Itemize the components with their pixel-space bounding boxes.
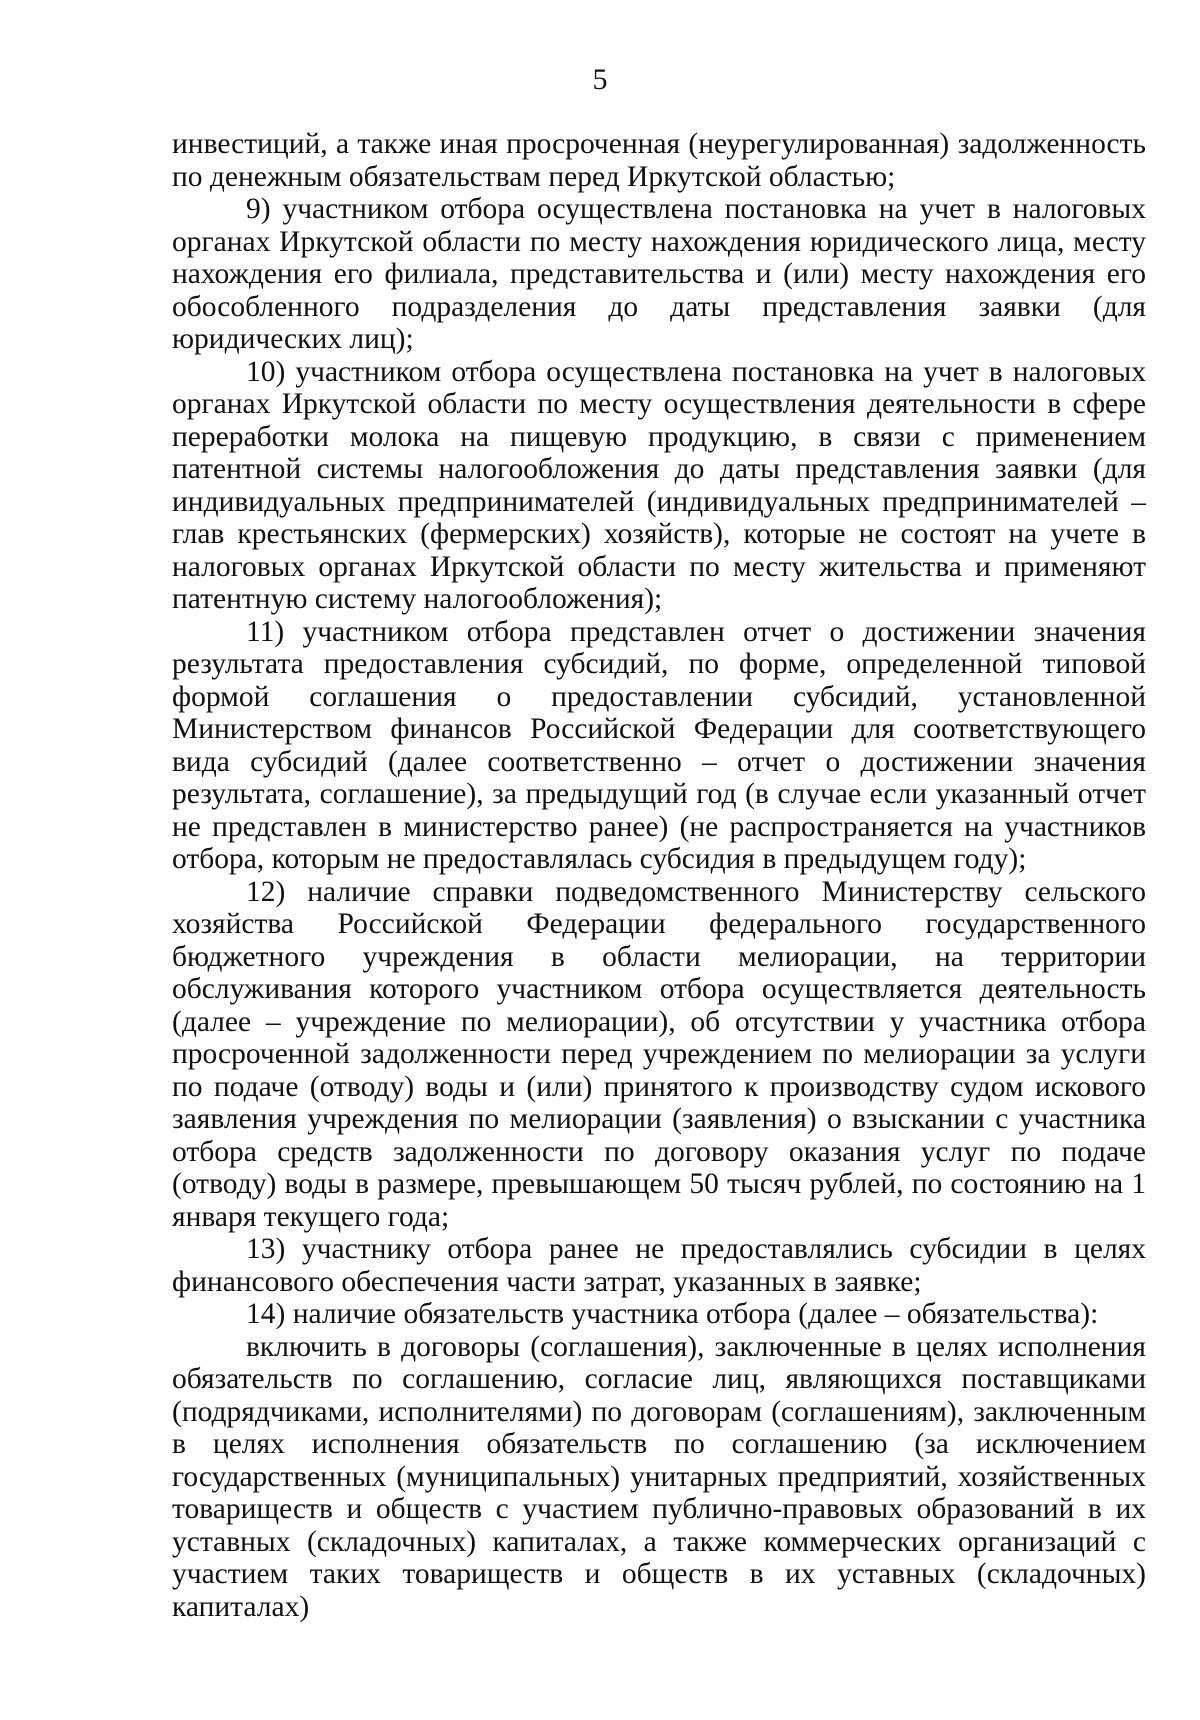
paragraph-item-14: 14) наличие обязательств участника отбора (далее – обязательства): — [246, 1298, 1099, 1330]
paragraph-item-10: 10) участником отбора осуществлена постановка на учет в налоговых органах Иркутской области по месту осуществления деятельности в сфере переработки молока на пищевую продукцию, в связи с применением патентной системы налогообложения до даты представления заявки (для индивидуальных предпринимателей (индивидуальных предпринимателей – глав крестьянских (фермерских) хозяйств), которые не состоят на учете в налоговых органах Иркутской области по месту жительства и применяют патентную систему налогообложения); — [172, 355, 1146, 615]
document-body — [172, 128, 1146, 1623]
paragraph-item-9: 9) участником отбора осуществлена постановка на учет в налоговых органах Иркутской области по месту нахождения юридического лица, месту нахождения его филиала, представительства и (или) месту нахождения его обособленного подразделения до даты представления заявки (для юридических лиц); — [172, 193, 1146, 355]
paragraph-continuation: инвестиций, а также иная просроченная (неурегулированная) задолженность по денежным обязательствам перед Иркутской областью; — [172, 128, 1146, 193]
paragraph-obligation: включить в договоры (соглашения), заключенные в целях исполнения обязательств по соглашению, согласие лиц, являющихся поставщиками (подрядчиками, исполнителями) по договорам (соглашениям), заключенным в целях исполнения обязательств по соглашению (за исключением государственных (муниципальных) унитарных предприятий, хозяйственных товариществ и обществ с участием публично-правовых образований в их уставных (складочных) капиталах, а также коммерческих организаций с участием таких товариществ и обществ в их уставных (складочных) капиталах) — [172, 1330, 1146, 1623]
page-number: 5 — [592, 63, 608, 96]
paragraph-item-13: 13) участнику отбора ранее не предоставлялись субсидии в целях финансового обеспечения части затрат, указанных в заявке; — [172, 1233, 1146, 1298]
paragraph-item-12: 12) наличие справки подведомственного Министерству сельского хозяйства Российской Федерации федерального государственного бюджетного учреждения в области мелиорации, на территории обслуживания которого участником отбора осуществляется деятельность (далее – учреждение по мелиорации), об отсутствии у участника отбора просроченной задолженности перед учреждением по мелиорации за услуги по подаче (отводу) воды и (или) принятого к производству судом искового заявления учреждения по мелиорации (заявления) о взыскании с участника отбора средств задолженности по договору оказания услуг по подаче (отводу) воды в размере, превышающем 50 тысяч рублей, по состоянию на 1 января текущего года; — [172, 875, 1146, 1233]
paragraph-item-11: 11) участником отбора представлен отчет о достижении значения результата предоставления субсидий, по форме, определенной типовой формой соглашения о предоставлении субсидий, установленной Министерством финансов Российской Федерации для соответствующего вида субсидий (далее соответственно – отчет о достижении значения результата, соглашение), за предыдущий год (в случае если указанный отчет не представлен в министерство ранее) (не распространяется на участников отбора, которым не предоставлялась субсидия в предыдущем году); — [172, 615, 1146, 875]
